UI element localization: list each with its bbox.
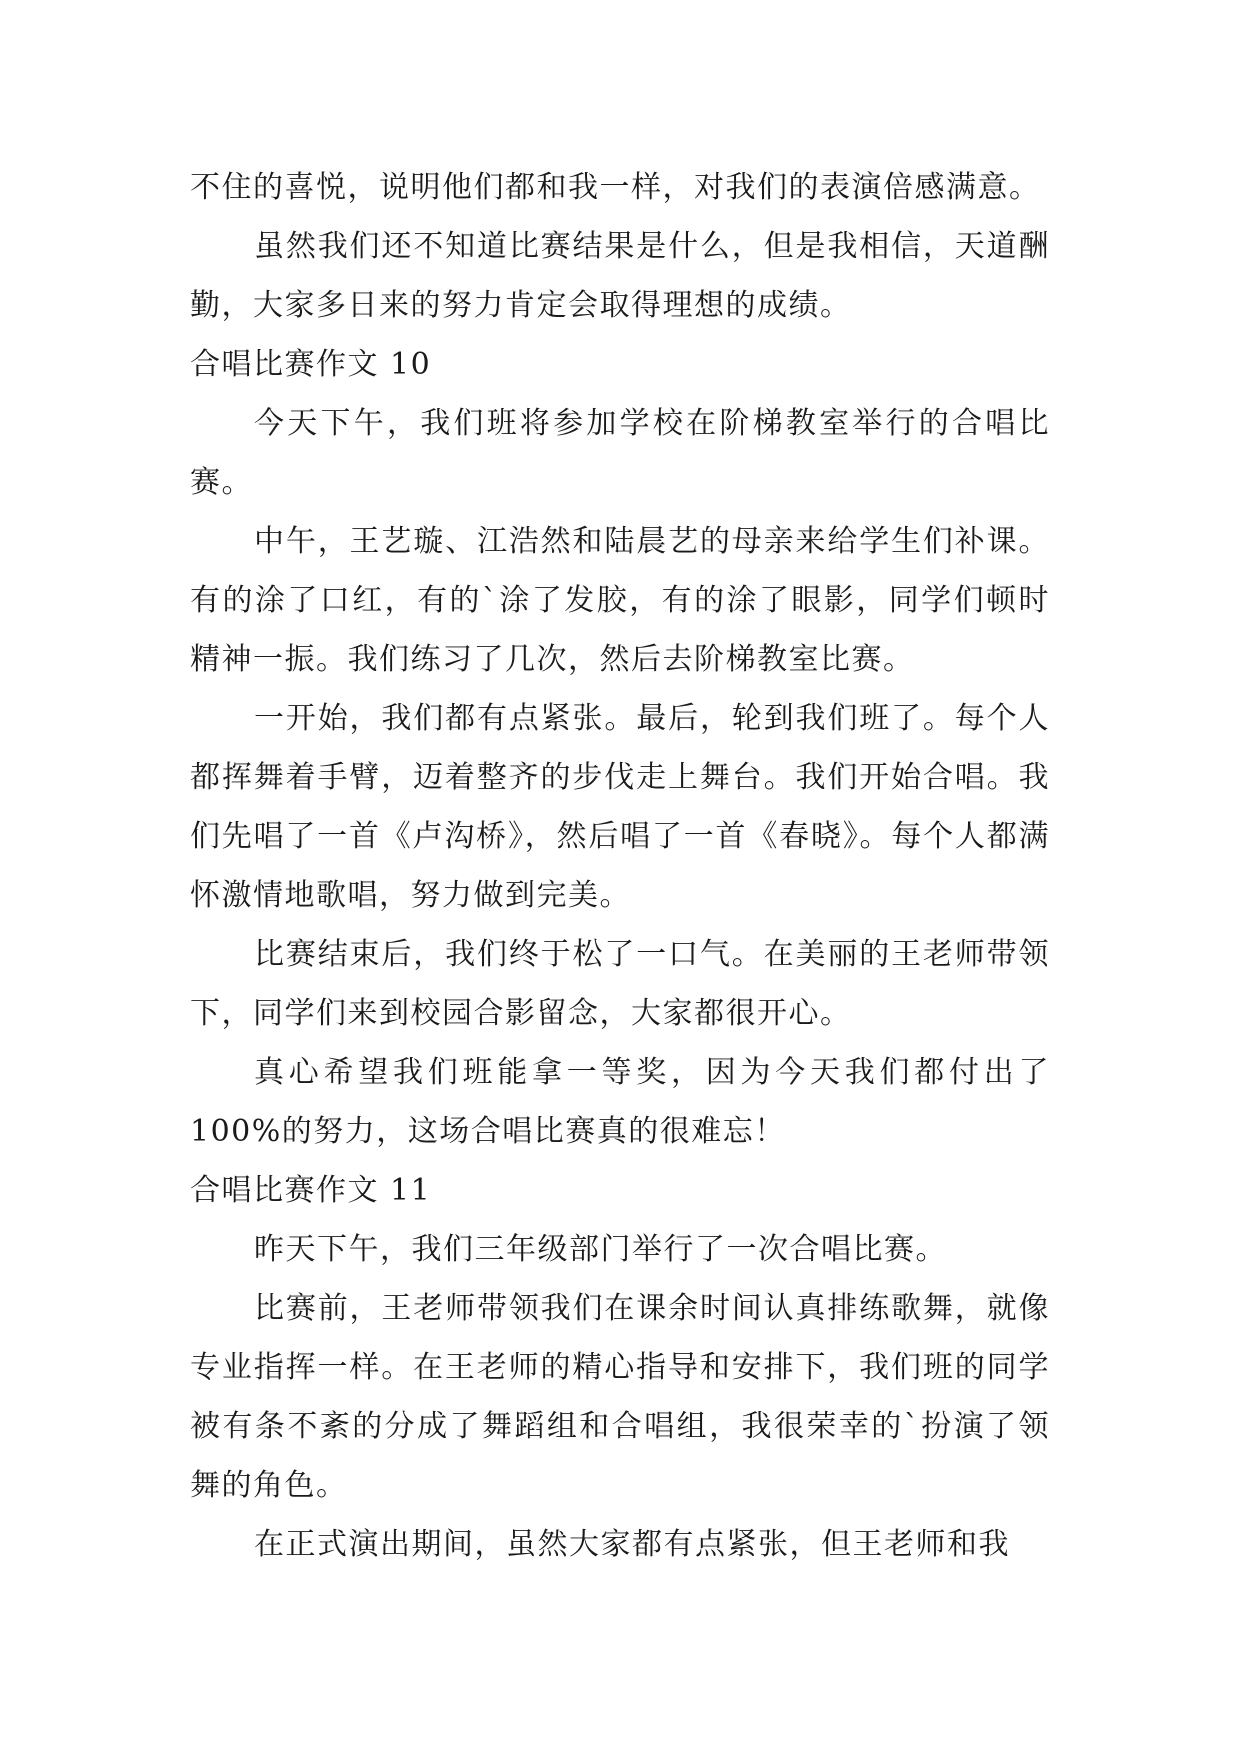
- paragraph: 在正式演出期间，虽然大家都有点紧张，但王老师和我: [254, 1527, 1010, 1562]
- paragraph: 昨天下午，我们三年级部门举行了一次合唱比赛。: [254, 1232, 947, 1267]
- section-heading: 合唱比赛作文 10: [190, 347, 432, 382]
- section-heading: 合唱比赛作文 11: [190, 1173, 432, 1208]
- paragraph: 真心希望我们班能拿一等奖，因为今天我们都付出了100%的努力，这场合唱比赛真的很难忘！: [190, 1055, 1050, 1149]
- document-body: [190, 158, 1050, 1574]
- paragraph: 比赛前，王老师带领我们在课余时间认真排练歌舞，就像专业指挥一样。在王老师的精心指导和安排下，我们班的同学被有条不紊的分成了舞蹈组和合唱组，我很荣幸的`扮演了领舞的角色。: [190, 1291, 1050, 1503]
- paragraph: 比赛结束后，我们终于松了一口气。在美丽的王老师带领下，同学们来到校园合影留念，大家都很开心。: [190, 937, 1050, 1031]
- paragraph: 不住的喜悦，说明他们都和我一样，对我们的表演倍感满意。: [190, 170, 1041, 205]
- paragraph: 虽然我们还不知道比赛结果是什么，但是我相信，天道酬勤，大家多日来的努力肯定会取得理想的成绩。: [190, 229, 1050, 323]
- paragraph: 中午，王艺璇、江浩然和陆晨艺的母亲来给学生们补课。有的涂了口红，有的`涂了发胶，有的涂了眼影，同学们顿时精神一振。我们练习了几次，然后去阶梯教室比赛。: [190, 524, 1050, 677]
- paragraph: 一开始，我们都有点紧张。最后，轮到我们班了。每个人都挥舞着手臂，迈着整齐的步伐走上舞台。我们开始合唱。我们先唱了一首《卢沟桥》，然后唱了一首《春晓》。每个人都满怀激情地歌唱，努力做到完美。: [190, 701, 1050, 913]
- paragraph: 今天下午，我们班将参加学校在阶梯教室举行的合唱比赛。: [190, 406, 1050, 500]
